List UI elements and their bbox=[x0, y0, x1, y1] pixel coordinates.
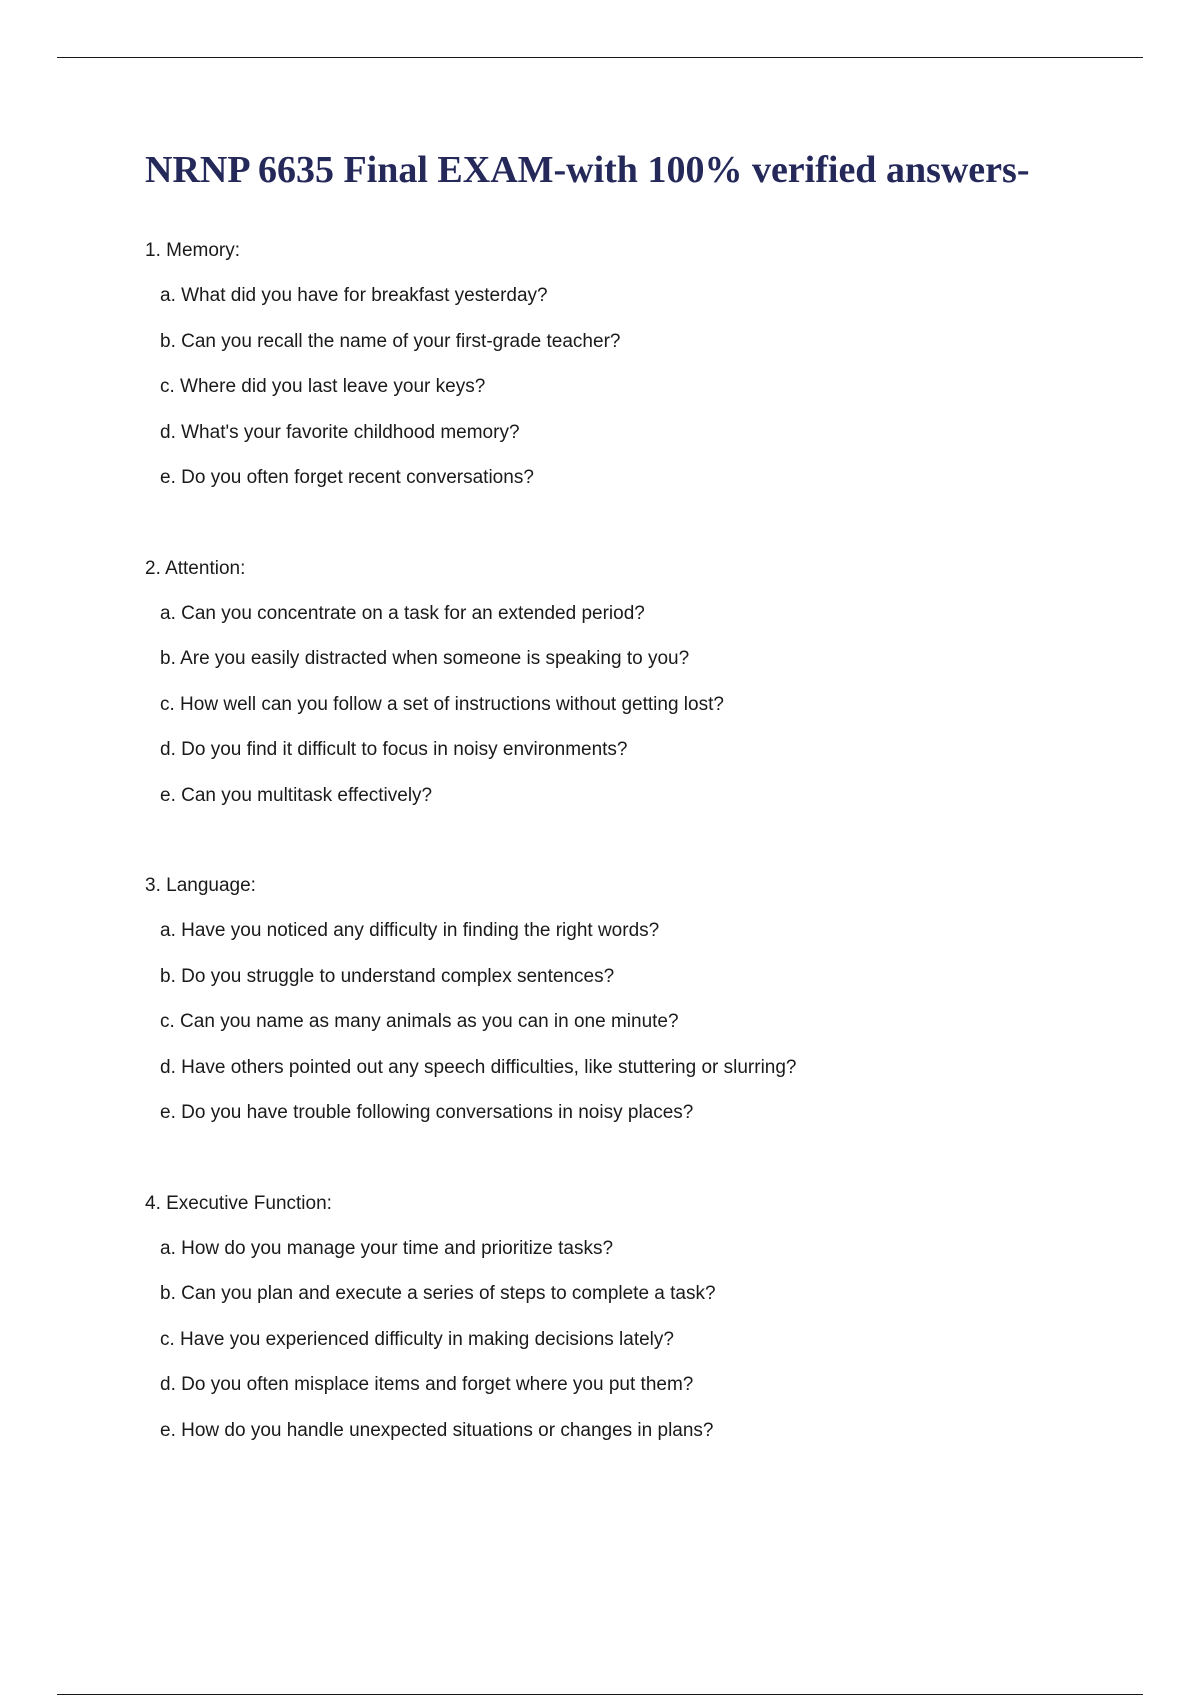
question-item: e. Do you have trouble following conversations in noisy places? bbox=[160, 1102, 694, 1123]
section-heading: 1. Memory: bbox=[145, 240, 241, 261]
question-item: d. What's your favorite childhood memory? bbox=[160, 421, 520, 443]
section-memory bbox=[145, 228, 1125, 501]
document-body bbox=[145, 140, 1125, 1453]
question-item: b. Can you plan and execute a series of steps to complete a task? bbox=[160, 1283, 716, 1304]
section-language bbox=[145, 863, 1125, 1136]
section-heading: 3. Language: bbox=[145, 875, 256, 896]
question-item: e. Do you often forget recent conversations? bbox=[160, 467, 534, 488]
document-title: NRNP 6635 Final EXAM-with 100% verified answers- bbox=[145, 149, 1030, 191]
question-item: a. What did you have for breakfast yesterday? bbox=[160, 285, 548, 306]
question-item: d. Do you often misplace items and forget where you put them? bbox=[160, 1374, 694, 1395]
question-item: a. Have you noticed any difficulty in finding the right words? bbox=[160, 920, 660, 941]
question-item: a. Can you concentrate on a task for an extended period? bbox=[160, 602, 645, 624]
question-item: c. Where did you last leave your keys? bbox=[160, 376, 486, 397]
question-item: d. Do you find it difficult to focus in noisy environments? bbox=[160, 739, 628, 760]
question-item: c. Have you experienced difficulty in making decisions lately? bbox=[160, 1328, 674, 1350]
header-rule bbox=[57, 57, 1143, 58]
section-executive-function bbox=[145, 1181, 1125, 1454]
section-heading: 4. Executive Function: bbox=[145, 1192, 332, 1214]
question-item: b. Do you struggle to understand complex sentences? bbox=[160, 965, 615, 987]
question-item: b. Are you easily distracted when someone is speaking to you? bbox=[160, 648, 690, 669]
section-attention bbox=[145, 546, 1125, 819]
question-item: b. Can you recall the name of your first-grade teacher? bbox=[160, 330, 621, 352]
question-item: d. Have others pointed out any speech difficulties, like stuttering or slurring? bbox=[160, 1056, 797, 1078]
question-item: a. How do you manage your time and prioritize tasks? bbox=[160, 1237, 614, 1259]
question-item: e. How do you handle unexpected situations or changes in plans? bbox=[160, 1419, 714, 1441]
footer-rule bbox=[57, 1694, 1143, 1695]
question-item: c. Can you name as many animals as you can in one minute? bbox=[160, 1011, 679, 1032]
question-item: c. How well can you follow a set of instructions without getting lost? bbox=[160, 693, 724, 715]
section-heading: 2. Attention: bbox=[145, 557, 246, 579]
question-item: e. Can you multitask effectively? bbox=[160, 784, 433, 806]
